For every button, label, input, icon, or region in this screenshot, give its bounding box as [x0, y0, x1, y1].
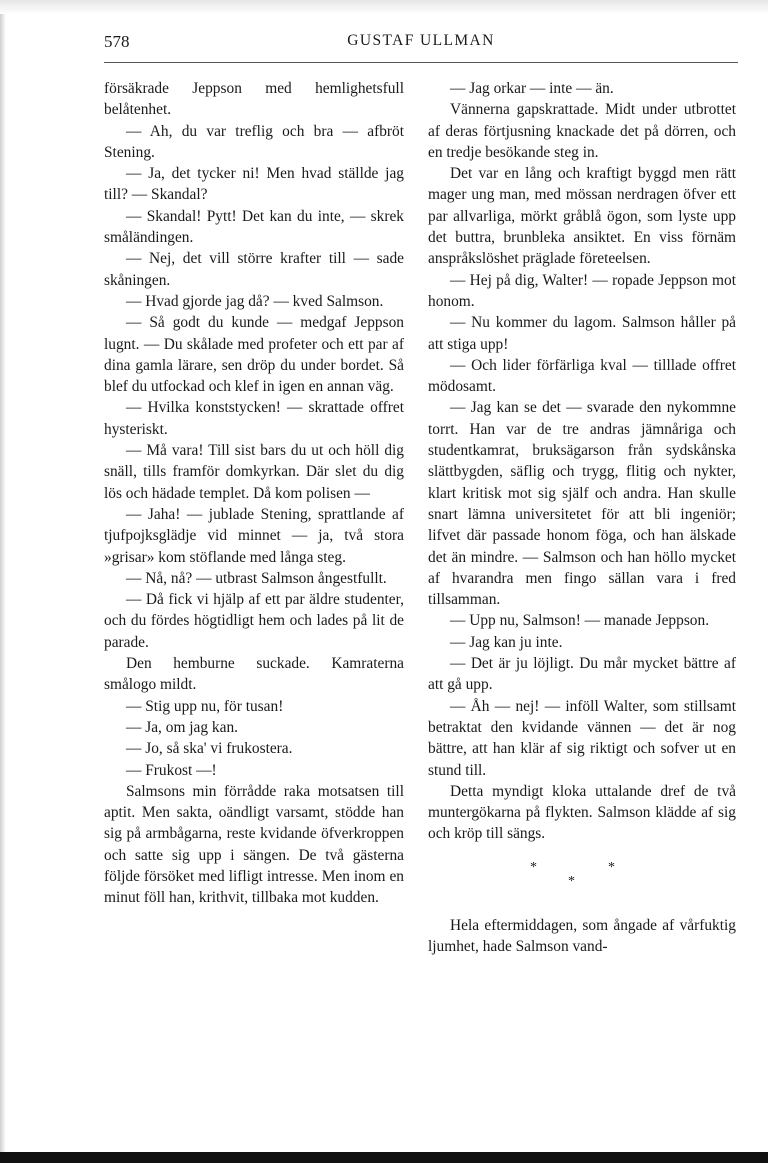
asterisk: *: [530, 859, 537, 875]
paragraph: — Då fick vi hjälp af ett par äldre studenter, och du fördes högtidligt hem och lades på lit de parade.: [104, 591, 404, 651]
paragraph: — Hvilka konststycken! — skrattade offret hysteriskt.: [104, 399, 404, 438]
paragraph: — Så godt du kunde — medgaf Jeppson lugnt. — Du skålade med profeter och ett par af dina gamla lärare, sen dröp du under bordet. Så blef du utfockad och klef in igen en annan väg.: [104, 314, 404, 396]
scan-edge-bottom: [0, 1152, 768, 1163]
paragraph: — Ja, om jag kan.: [126, 718, 238, 736]
paragraph: — Ah, du var treflig och bra — afbröt Stening.: [104, 122, 404, 161]
paragraph: — Nej, det vill större krafter till — sade skåningen.: [104, 250, 404, 289]
paragraph: — Och lider förfärliga kval — tilllade offret mödosamt.: [428, 356, 736, 396]
paragraph: — Jag orkar — inte — än.: [450, 80, 614, 97]
asterisk: *: [608, 859, 615, 875]
paragraph: — Hej på dig, Walter! — ropade Jeppson mot honom.: [428, 271, 736, 310]
paragraph: — Upp nu, Salmson! — manade Jeppson.: [450, 612, 710, 630]
paragraph: — Stig upp nu, för tusan!: [126, 697, 284, 715]
left-column: [104, 78, 404, 909]
paragraph: — Nu kommer du lagom. Salmson håller på att stiga upp!: [428, 314, 736, 353]
paragraph: Det var en lång och kraftigt byggd men rätt mager ung man, med mössan nerdragen öfver ett par allvarliga, mörkt gråblå ögon, som lyste upp det buttra, brunbleka ansiktet. En viss förnäm anspråkslöshet präglade företeelsen.: [428, 165, 736, 268]
paragraph: — Det är ju löjligt. Du mår mycket bättre af att gå upp.: [428, 655, 736, 694]
right-column: [428, 78, 736, 957]
paragraph: — Skandal! Pytt! Det kan du inte, — skrek småländingen.: [104, 207, 404, 247]
paragraph: — Nå, nå? — utbrast Salmson ångestfullt.: [126, 569, 387, 587]
page-header: [104, 28, 738, 60]
paragraph: — Jo, så ska' vi frukostera.: [126, 740, 293, 758]
paragraph: — Frukost —!: [126, 761, 217, 779]
scan-edge-top: [0, 0, 768, 14]
paragraph: Salmsons min förrådde raka motsatsen till aptit. Men sakta, oändligt varsamt, stödde han sig på armbågarna, reste kvidande öfverkroppen och satte sig upp i sängen. De två gästerna följde försöket med lifligt intresse. Men inom en minut föll han, krithvit, tillbaka mot kudden.: [104, 782, 404, 907]
paragraph: Vännerna gapskrattade. Midt under utbrottet af deras förtjusning knackade det på dörren, och en tredje besökande steg in.: [428, 101, 736, 161]
paragraph: försäkrade Jeppson med hemlighetsfull belåtenhet.: [104, 80, 404, 119]
scan-edge-left: [0, 0, 6, 1163]
paragraph: Detta myndigt kloka uttalande dref de två muntergökarna på flykten. Salmson klädde af sig och kröp till sängs.: [428, 782, 736, 843]
asterisk: *: [568, 873, 575, 889]
paragraph: — Jaha! — jublade Stening, sprattlande af tjufpojksglädje vid minnet — ja, två stora »grisar» kom stöflande med långa steg.: [104, 505, 404, 566]
paragraph: — Hvad gjorde jag då? — kved Salmson.: [126, 292, 384, 310]
paragraph: — Jag kan se det — svarade den nykommne torrt. Han var de tre andras jämnåriga och studentkamrat, bruksägarson från sydskånska slättbygden, säflig och trygg, flitig och nykter, klart kritisk mot sig själf och andra. Han skulle snart lämna universitetet för att bli ingeniör; lifvet där passade honom föga, och han älskade det än mindre. — Salmson och han höllo mycket af hvarandra men fingo sällan vara i fred tillsamman.: [428, 399, 736, 609]
paragraph: — Må vara! Till sist bars du ut och höll dig snäll, tills framför domkyrkan. Där slet du dig lös och hädade templet. Då kom polisen —: [104, 442, 404, 502]
running-head: GUSTAF ULLMAN: [347, 32, 495, 49]
paragraph: Hela eftermiddagen, som ångade af vårfuktig ljumhet, hade Salmson vand-: [428, 916, 736, 955]
header-rule: [104, 62, 738, 63]
section-break: [428, 857, 736, 911]
page-number: 578: [104, 32, 130, 51]
paragraph: — Ja, det tycker ni! Men hvad ställde jag till? — Skandal?: [104, 165, 404, 204]
paragraph: Den hemburne suckade. Kamraterna smålogo mildt.: [104, 655, 404, 694]
paragraph: — Åh — nej! — inföll Walter, som stillsamt betraktat den kvidande vännen — det är nog bättre, att han klär af sig riktigt och sofver ut en stund till.: [428, 697, 736, 779]
paragraph: — Jag kan ju inte.: [450, 633, 563, 651]
